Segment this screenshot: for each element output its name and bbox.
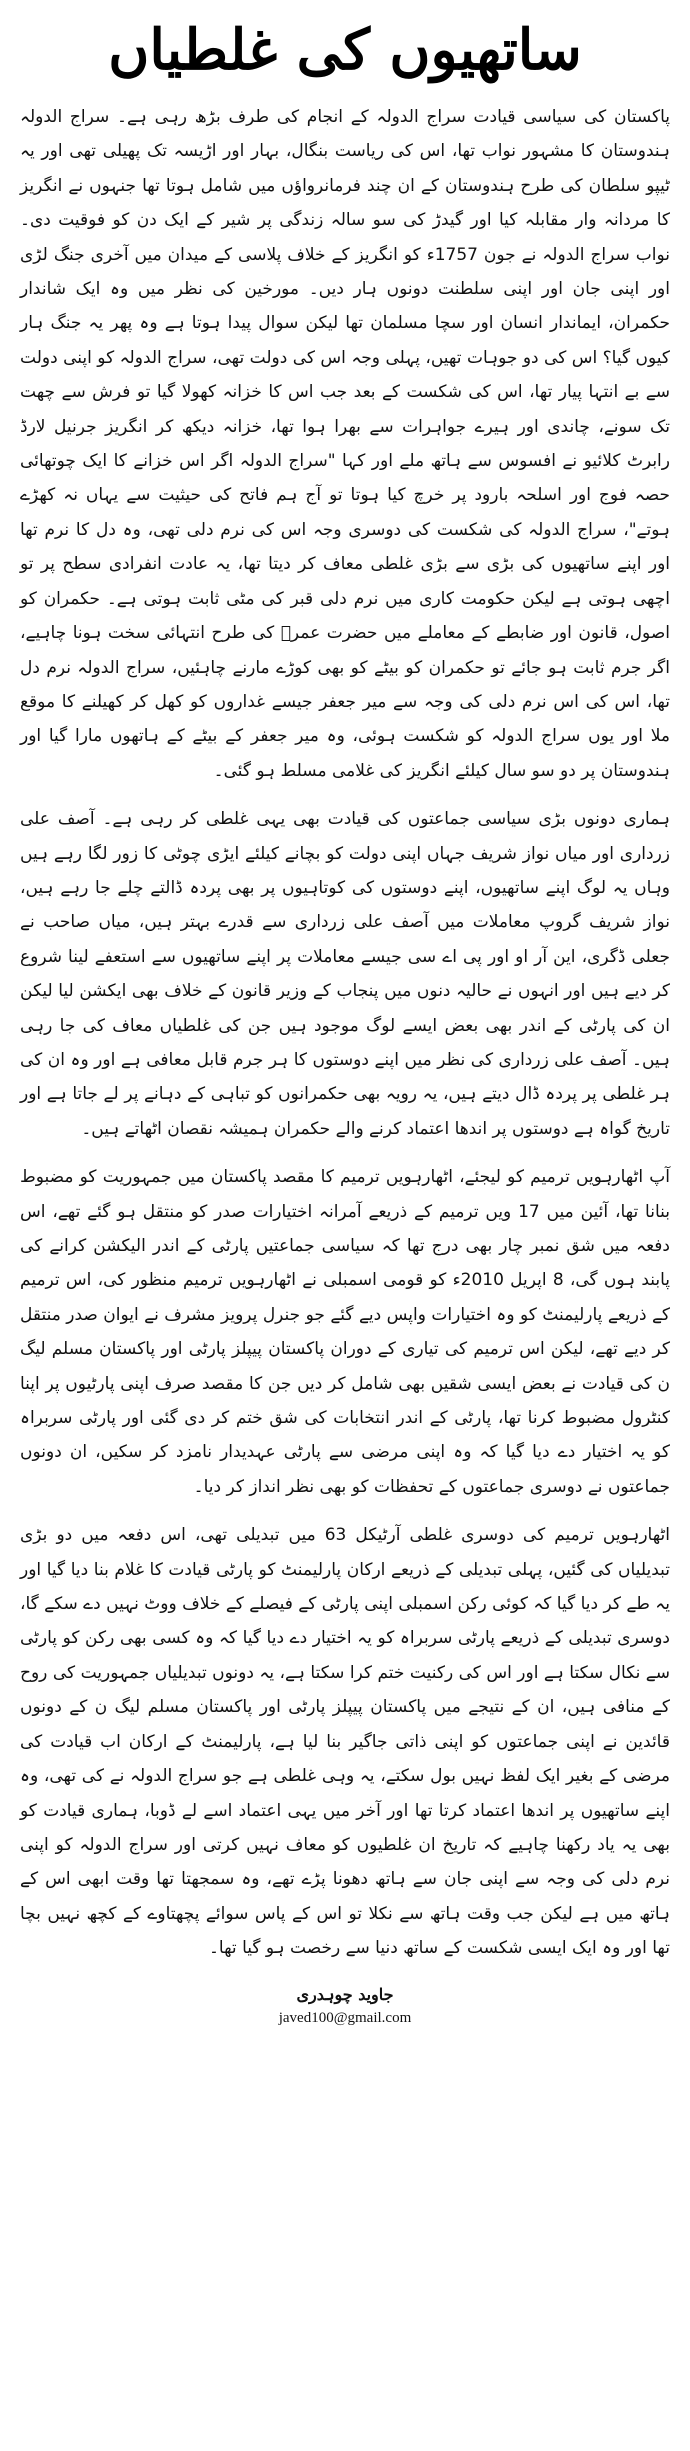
byline bbox=[20, 1984, 670, 2027]
author-name: جاوید چوہدری bbox=[296, 1984, 394, 2004]
paragraph: آپ اٹھارہویں ترمیم کو لیجئے، اٹھارہویں ترمیم کا مقصد پاکستان میں جمہوریت کو مضبوط بنانا تھا، آئین میں 17 ویں ترمیم کے ذریعے آمرانہ اختیارات صدر کو منتقل ہو گئے تھے، اس دفعہ میں شق نمبر چار بھی درج تھا کہ سیاسی جماعتیں پارٹی کے اندر الیکشن کرانے کی پابند ہوں گی، 8 اپریل 2010ء کو قومی اسمبلی نے اٹھارہویں ترمیم منظور کی، اس ترمیم کے ذریعے پارلیمنٹ کو وہ اختیارات واپس دیے گئے جو جنرل پرویز مشرف نے ایوان صدر منتقل کر دیے تھے، لیکن اس ترمیم کی تیاری کے دوران پاکستان پیپلز پارٹی اور پاکستان مسلم لیگ ن کی قیادت نے بعض ایسی شقیں بھی شامل کر دیں جن کا مقصد صرف اپنی پارٹیوں پر اپنا کنٹرول مضبوط کرنا تھا، پارٹی کے اندر انتخابات کی شق ختم کر دی گئی اور پارٹی سربراہ کو یہ اختیار دے دیا گیا کہ وہ اپنی مرضی سے پارٹی عہدیدار نامزد کر سکیں، ان دونوں جماعتوں نے دوسری جماعتوں کے تحفظات کو بھی نظر انداز کر دیا۔ bbox=[20, 1167, 671, 1497]
article-title: ساتھیوں کی غلطیاں bbox=[108, 17, 582, 83]
paragraph: پاکستان کی سیاسی قیادت سراج الدولہ کے انجام کی طرف بڑھ رہی ہے۔ سراج الدولہ ہندوستان کا مشہور نواب تھا، اس کی ریاست بنگال، بہار اور اڑیسہ تک پھیلی تھی اور یہ ٹیپو سلطان کی طرح ہندوستان کے ان چند فرمانرواؤں میں شامل ہوتا تھا جنہوں نے انگریز کا مردانہ وار مقابلہ کیا اور گیدڑ کی سو سالہ زندگی پر شیر کے ایک دن کو فوقیت دی۔ نواب سراج الدولہ نے جون 1757ء کو انگریز کے خلاف پلاسی کے میدان میں آخری جنگ لڑی اور اپنی جان اور اپنی سلطنت دونوں ہار دیں۔ مورخین کی نظر میں وہ ایک شاندار حکمران، ایماندار انسان اور سچا مسلمان تھا لیکن سوال پیدا ہوتا ہے وہ پھر یہ جنگ ہار کیوں گیا؟ اس کی دو جوہات تھیں، پہلی وجہ اس کی دولت تھی، سراج الدولہ کو اپنی دولت سے بے انتہا پیار تھا، اس کی شکست کے بعد جب اس کا خزانہ کھولا گیا تو فرش سے چھت تک سونے، چاندی اور ہیرے جواہرات سے بھرا ہوا تھا، خزانہ دیکھ کر انگریز جرنیل لارڈ رابرٹ کلائیو نے افسوس سے ہاتھ ملے اور کہا "سراج الدولہ اگر اس خزانے کا ایک چوتھائی حصہ فوج اور اسلحہ بارود پر خرچ کیا ہوتا تو آج ہم فاتح کی حیثیت سے یہاں نہ کھڑے ہوتے"، سراج الدولہ کی شکست کی دوسری وجہ اس کی نرم دلی تھی، وہ دل کا نرم تھا اور اپنے ساتھیوں کی بڑی سے بڑی غلطی معاف کر دیتا تھا، یہ عادت انفرادی سطح پر تو اچھی ہوتی ہے لیکن حکومت کاری میں نرم دلی قبر کی مٹی ثابت ہوتی ہے۔ حکمران کو اصول، قانون اور ضابطے کے معاملے میں حضرت عمرؓ کی طرح انتہائی سخت ہونا چاہیے، اگر جرم ثابت ہو جائے تو حکمران کو بیٹے کو بھی کوڑے مارنے چاہئیں، سراج الدولہ نرم دل تھا، اس کی اس نرم دلی کی وجہ سے میر جعفر جیسے غداروں کو کھل کر کھیلنے کا موقع ملا اور یوں سراج الدولہ کو شکست ہوئی، وہ میر جعفر کے بیٹے کے ہاتھوں مارا گیا اور ہندوستان پر دو سو سال کیلئے انگریز کی غلامی مسلط ہو گئی۔ bbox=[20, 107, 670, 781]
paragraph: اٹھارہویں ترمیم کی دوسری غلطی آرٹیکل 63 میں تبدیلی تھی، اس دفعہ میں دو بڑی تبدیلیاں کی گئیں، پہلی تبدیلی کے ذریعے ارکان پارلیمنٹ کو پارٹی قیادت کا غلام بنا دیا گیا اور یہ طے کر دیا گیا کہ کوئی رکن اسمبلی اپنی پارٹی کے فیصلے کے خلاف ووٹ نہیں دے سکے گا، دوسری تبدیلی کے ذریعے پارٹی سربراہ کو یہ اختیار دے دیا گیا کہ وہ کسی بھی رکن کو پارٹی سے نکال سکتا ہے اور اس کی رکنیت ختم کرا سکتا ہے، یہ دونوں تبدیلیاں جمہوریت کی روح کے منافی ہیں، ان کے نتیجے میں پاکستان پیپلز پارٹی اور پاکستان مسلم لیگ ن کے دونوں قائدین نے اپنی جماعتوں کو اپنی ذاتی جاگیر بنا لیا ہے، پارلیمنٹ کے ارکان اب قیادت کی مرضی کے بغیر ایک لفظ نہیں بول سکتے، یہ وہی غلطی ہے جو سراج الدولہ نے کی تھی، وہ اپنے ساتھیوں پر اندھا اعتماد کرتا تھا اور آخر میں یہی اعتماد اسے لے ڈوبا، ہماری قیادت کو بھی یہ یاد رکھنا چاہیے کہ تاریخ ان غلطیوں کو معاف نہیں کرتی اور سراج الدولہ کو اپنی نرم دلی کی وجہ سے اپنی جان سے ہاتھ دھونا پڑے تھے، وہ سمجھتا تھا وقت ابھی اس کے ہاتھ میں ہے لیکن جب وقت ہاتھ سے نکلا تو اس کے پاس سوائے پچھتاوے کے کچھ نہیں بچا تھا اور وہ ایک ایسی شکست کے ساتھ دنیا سے رخصت ہو گیا تھا۔ bbox=[20, 1525, 670, 1959]
headline-area bbox=[20, 0, 670, 100]
paragraph: ہماری دونوں بڑی سیاسی جماعتوں کی قیادت بھی یہی غلطی کر رہی ہے۔ آصف علی زرداری اور میاں نواز شریف جہاں اپنی دولت کو بچانے کیلئے ایڑی چوٹی کا زور لگا رہے ہیں وہاں یہ لوگ اپنے ساتھیوں، اپنے دوستوں کی کوتاہیوں پر بھی پردہ ڈالتے چلے جا رہے ہیں، نواز شریف گروپ معاملات میں آصف علی زرداری سے قدرے بہتر ہیں، میاں صاحب نے جعلی ڈگری، این آر او اور پی اے سی جیسے معاملات پر اپنے ساتھیوں سے استعفے لینا شروع کر دیے ہیں اور انہوں نے حالیہ دنوں میں پنجاب کے وزیر قانون کے خلاف بھی ایکشن لیا لیکن ان کی پارٹی کے اندر بھی بعض ایسے لوگ موجود ہیں جن کی غلطیاں معاف کی جا رہی ہیں۔ آصف علی زرداری کی نظر میں اپنے دوستوں کا ہر جرم قابل معافی ہے اور وہ ان کی ہر غلطی پر پردہ ڈال دیتے ہیں، یہ رویہ بھی حکمرانوں کو تباہی کے دہانے پر لے جاتا ہے اور تاریخ گواہ ہے دوستوں پر اندھا اعتماد کرنے والے حکمران ہمیشہ نقصان اٹھاتے ہیں۔ bbox=[20, 809, 670, 1139]
article-body bbox=[20, 100, 670, 1966]
author-email[interactable]: javed100@gmail.com bbox=[278, 2009, 412, 2026]
